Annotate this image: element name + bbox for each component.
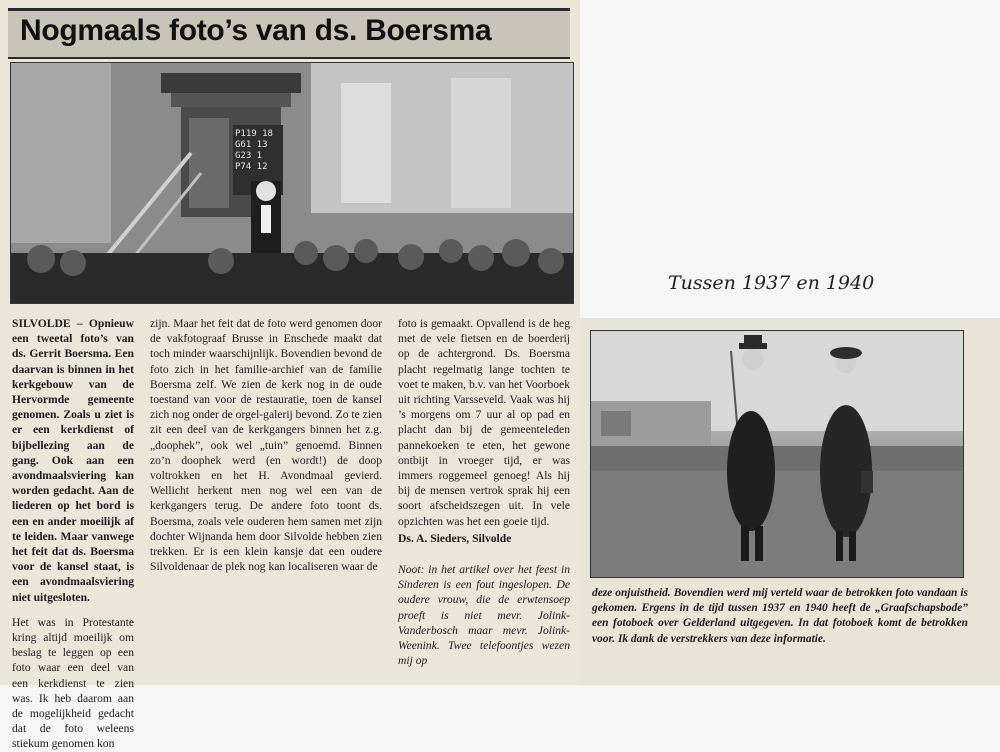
article-column-3 xyxy=(398,316,570,668)
hymn-board-line: P74 12 xyxy=(235,162,268,172)
hymn-board-line: G23 1 xyxy=(235,151,263,161)
couple-walking-photo xyxy=(590,330,964,578)
church-interior-photo xyxy=(10,62,574,304)
photo-caption: Tussen 1937 en 1940 xyxy=(668,272,875,294)
couple-walking-illustration xyxy=(591,331,963,577)
article-paragraph: zijn. Maar het feit dat de foto werd genomen door de vakfotograaf Brusse in Enschede maakt dat toch minder waarschijnlijk. Bovendien bevond de foto zich in het familie-archief van de familie Boersma zelf. We zien de kerk nog in de oude toestand van voor de restauratie, toen de kansel zich nog onder de orgel-galerij bevond. Zo te zien zit een deel van de kerkgangers binnen het z.g. „doophek”, ook wel „tuin” genoemd. Binnen zo’n doophek werd (en wordt!) de doop voltrokken en het H. Avondmaal gevierd. Wellicht herkent men nog wel een van de kerkgangers terug. De andere foto toont ds. Boersma, zoals vele ouderen hem samen met zijn dochter Wijnanda hem door Silvolde hebben zien trekken. Er is een klein kansje dat een oudere Silvoldenaar de plek nog kan localiseren waar de xyxy=(150,317,382,574)
article-signature: Ds. A. Sieders, Silvolde xyxy=(398,531,512,545)
article-paragraph: deze onjuistheid. Bovendien werd mij verteld waar de betrokken foto vandaan is gekomen. Ergens in de tijd tussen 1937 en 1940 heeft de „Graafschapsbode” een fotoboek over Gelderland uitgegeven. In dat fotoboek komt de betrokken voor. Ik dank de verstrekkers van deze informatie. xyxy=(592,587,968,645)
article-paragraph: Het was in Protestante kring altijd moeilijk om beslag te leggen op een foto waar een deel van een kerkdienst te zien was. Ik heb daarom aan de mogelijkheid gedacht dat de foto weleens stiekum genomen kon xyxy=(12,615,134,751)
church-interior-illustration xyxy=(11,63,573,303)
article-column-1 xyxy=(12,316,134,752)
headline: Nogmaals foto’s van ds. Boersma xyxy=(20,14,492,47)
article-paragraph: foto is gemaakt. Opvallend is de heg met de vele fietsen en de boerderij op de achtergrond. Ds. Boersma placht regelmatig lange tochten te voet te maken, b.v. van het Voorboek uit richting Varsseveld. Vaak was hij ’s morgens om 7 uur al op pad en placht dan bij de gemeenteleden pannekoeken te eten, het gewone ontbijt in vroeger tijd, er was immers roggemeel genoeg! Als hij bij de mensen vertrok sprak hij een soort afscheidszegen uit. In vele opzichten was het een goeie tijd. xyxy=(398,317,570,528)
hymn-board-line: G61 13 xyxy=(235,140,268,150)
article-lead: SILVOLDE – Opnieuw een tweetal foto’s van ds. Gerrit Boersma. Een daarvan is binnen in het kerkgebouw van de Hervormde gemeente genomen. Zoals u ziet is er een kerkdienst of bijbellezing aan de gang. Ook aan een avondmaalsviering kan worden gedacht. Aan de liederen op het bord is een en ander moeilijk af te leiden. Maar vanwege het feit dat ds. Boersma voor de kansel staat, is een avondmaalsviering niet uitgesloten. xyxy=(12,317,134,604)
hymn-board xyxy=(235,129,273,173)
article-column-2 xyxy=(150,316,382,574)
headline-bar xyxy=(8,8,570,59)
article-column-4 xyxy=(592,586,968,647)
article-note: Noot: in het artikel over het feest in Sinderen is een fout ingeslopen. De oudere vrouw, die de erwtensoep proeft is niet mevr. Jolink-Vanderbosch maar mevr. Jolink-Weenink. Twee telefoontjes wezen mij op xyxy=(398,563,570,668)
hymn-board-line: P119 18 xyxy=(235,129,273,139)
